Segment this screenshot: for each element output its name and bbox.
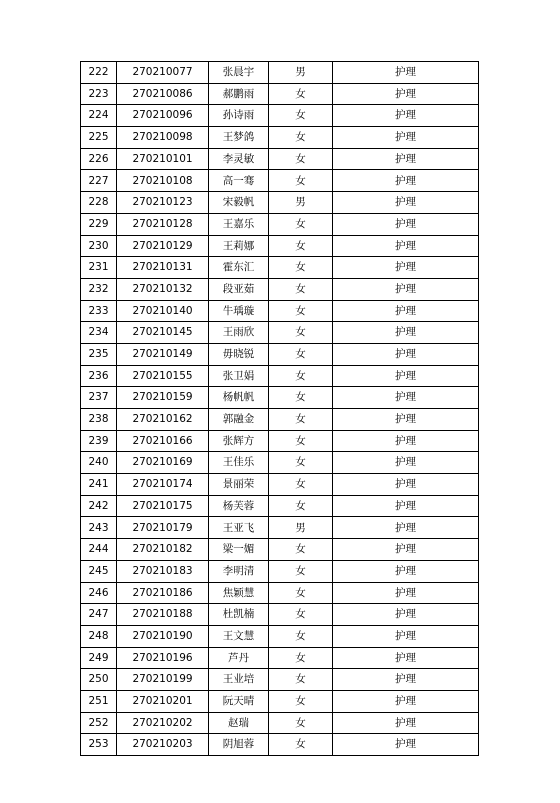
gender-cell: 女 bbox=[269, 322, 333, 344]
major-cell: 护理 bbox=[333, 62, 479, 84]
student-id-cell: 270210201 bbox=[117, 690, 209, 712]
student-name-cell: 牛瑀璇 bbox=[209, 300, 269, 322]
gender-cell: 女 bbox=[269, 452, 333, 474]
major-cell: 护理 bbox=[333, 474, 479, 496]
student-id-cell: 270210183 bbox=[117, 560, 209, 582]
student-name-cell: 赵瑞 bbox=[209, 712, 269, 734]
student-name-cell: 焦颖慧 bbox=[209, 582, 269, 604]
student-id-cell: 270210077 bbox=[117, 62, 209, 84]
student-name-cell: 李明清 bbox=[209, 560, 269, 582]
table-row bbox=[81, 387, 479, 409]
student-id-cell: 270210140 bbox=[117, 300, 209, 322]
student-id-cell: 270210128 bbox=[117, 213, 209, 235]
student-id-cell: 270210179 bbox=[117, 517, 209, 539]
student-id-cell: 270210175 bbox=[117, 495, 209, 517]
row-number-cell: 229 bbox=[81, 213, 117, 235]
student-name-cell: 杨帆帆 bbox=[209, 387, 269, 409]
table-row bbox=[81, 62, 479, 84]
row-number-cell: 249 bbox=[81, 647, 117, 669]
student-name-cell: 王亚飞 bbox=[209, 517, 269, 539]
student-id-cell: 270210169 bbox=[117, 452, 209, 474]
gender-cell: 男 bbox=[269, 62, 333, 84]
student-name-cell: 王嘉乐 bbox=[209, 213, 269, 235]
row-number-cell: 239 bbox=[81, 430, 117, 452]
major-cell: 护理 bbox=[333, 322, 479, 344]
table-row bbox=[81, 148, 479, 170]
student-name-cell: 王梦鸽 bbox=[209, 127, 269, 149]
student-id-cell: 270210145 bbox=[117, 322, 209, 344]
gender-cell: 女 bbox=[269, 127, 333, 149]
table-row bbox=[81, 582, 479, 604]
table-row bbox=[81, 474, 479, 496]
row-number-cell: 224 bbox=[81, 105, 117, 127]
student-id-cell: 270210199 bbox=[117, 669, 209, 691]
student-id-cell: 270210086 bbox=[117, 83, 209, 105]
major-cell: 护理 bbox=[333, 625, 479, 647]
table-row bbox=[81, 343, 479, 365]
student-id-cell: 270210108 bbox=[117, 170, 209, 192]
row-number-cell: 228 bbox=[81, 192, 117, 214]
gender-cell: 女 bbox=[269, 387, 333, 409]
table-row bbox=[81, 105, 479, 127]
major-cell: 护理 bbox=[333, 127, 479, 149]
row-number-cell: 246 bbox=[81, 582, 117, 604]
student-id-cell: 270210196 bbox=[117, 647, 209, 669]
student-name-cell: 王莉娜 bbox=[209, 235, 269, 257]
student-name-cell: 阴旭蓉 bbox=[209, 734, 269, 756]
major-cell: 护理 bbox=[333, 712, 479, 734]
major-cell: 护理 bbox=[333, 192, 479, 214]
student-id-cell: 270210188 bbox=[117, 604, 209, 626]
student-name-cell: 段亚茹 bbox=[209, 278, 269, 300]
gender-cell: 女 bbox=[269, 669, 333, 691]
table-row bbox=[81, 365, 479, 387]
major-cell: 护理 bbox=[333, 517, 479, 539]
major-cell: 护理 bbox=[333, 365, 479, 387]
major-cell: 护理 bbox=[333, 582, 479, 604]
major-cell: 护理 bbox=[333, 560, 479, 582]
student-id-cell: 270210098 bbox=[117, 127, 209, 149]
table-row bbox=[81, 192, 479, 214]
student-id-cell: 270210149 bbox=[117, 343, 209, 365]
student-id-cell: 270210190 bbox=[117, 625, 209, 647]
row-number-cell: 250 bbox=[81, 669, 117, 691]
table-row bbox=[81, 690, 479, 712]
row-number-cell: 241 bbox=[81, 474, 117, 496]
gender-cell: 女 bbox=[269, 83, 333, 105]
major-cell: 护理 bbox=[333, 105, 479, 127]
major-cell: 护理 bbox=[333, 278, 479, 300]
major-cell: 护理 bbox=[333, 257, 479, 279]
student-name-cell: 孙诗雨 bbox=[209, 105, 269, 127]
row-number-cell: 243 bbox=[81, 517, 117, 539]
table-row bbox=[81, 83, 479, 105]
major-cell: 护理 bbox=[333, 343, 479, 365]
student-id-cell: 270210174 bbox=[117, 474, 209, 496]
student-id-cell: 270210203 bbox=[117, 734, 209, 756]
major-cell: 护理 bbox=[333, 213, 479, 235]
gender-cell: 男 bbox=[269, 517, 333, 539]
table-row bbox=[81, 625, 479, 647]
row-number-cell: 236 bbox=[81, 365, 117, 387]
major-cell: 护理 bbox=[333, 647, 479, 669]
gender-cell: 女 bbox=[269, 235, 333, 257]
table-row bbox=[81, 170, 479, 192]
table-row bbox=[81, 647, 479, 669]
table-row bbox=[81, 539, 479, 561]
major-cell: 护理 bbox=[333, 690, 479, 712]
table-row bbox=[81, 604, 479, 626]
row-number-cell: 222 bbox=[81, 62, 117, 84]
gender-cell: 女 bbox=[269, 495, 333, 517]
table-row bbox=[81, 257, 479, 279]
row-number-cell: 234 bbox=[81, 322, 117, 344]
student-id-cell: 270210166 bbox=[117, 430, 209, 452]
gender-cell: 女 bbox=[269, 213, 333, 235]
student-name-cell: 王佳乐 bbox=[209, 452, 269, 474]
major-cell: 护理 bbox=[333, 235, 479, 257]
gender-cell: 女 bbox=[269, 712, 333, 734]
gender-cell: 女 bbox=[269, 560, 333, 582]
row-number-cell: 227 bbox=[81, 170, 117, 192]
row-number-cell: 247 bbox=[81, 604, 117, 626]
major-cell: 护理 bbox=[333, 387, 479, 409]
student-id-cell: 270210162 bbox=[117, 409, 209, 431]
row-number-cell: 235 bbox=[81, 343, 117, 365]
row-number-cell: 238 bbox=[81, 409, 117, 431]
gender-cell: 女 bbox=[269, 474, 333, 496]
student-id-cell: 270210182 bbox=[117, 539, 209, 561]
table-row bbox=[81, 560, 479, 582]
gender-cell: 女 bbox=[269, 539, 333, 561]
row-number-cell: 230 bbox=[81, 235, 117, 257]
student-name-cell: 梁一媚 bbox=[209, 539, 269, 561]
major-cell: 护理 bbox=[333, 604, 479, 626]
student-name-cell: 王业培 bbox=[209, 669, 269, 691]
student-name-cell: 郭融金 bbox=[209, 409, 269, 431]
student-name-cell: 阮天晴 bbox=[209, 690, 269, 712]
table-row bbox=[81, 452, 479, 474]
student-roster-table bbox=[80, 61, 479, 756]
row-number-cell: 245 bbox=[81, 560, 117, 582]
table-row bbox=[81, 322, 479, 344]
major-cell: 护理 bbox=[333, 669, 479, 691]
table-row bbox=[81, 495, 479, 517]
student-id-cell: 270210101 bbox=[117, 148, 209, 170]
student-id-cell: 270210155 bbox=[117, 365, 209, 387]
table-row bbox=[81, 409, 479, 431]
gender-cell: 女 bbox=[269, 409, 333, 431]
student-id-cell: 270210159 bbox=[117, 387, 209, 409]
gender-cell: 女 bbox=[269, 430, 333, 452]
student-id-cell: 270210123 bbox=[117, 192, 209, 214]
table-row bbox=[81, 517, 479, 539]
row-number-cell: 233 bbox=[81, 300, 117, 322]
table-row bbox=[81, 430, 479, 452]
gender-cell: 女 bbox=[269, 365, 333, 387]
student-id-cell: 270210129 bbox=[117, 235, 209, 257]
student-name-cell: 张晨宇 bbox=[209, 62, 269, 84]
row-number-cell: 248 bbox=[81, 625, 117, 647]
gender-cell: 女 bbox=[269, 343, 333, 365]
student-name-cell: 高一骞 bbox=[209, 170, 269, 192]
row-number-cell: 244 bbox=[81, 539, 117, 561]
student-name-cell: 郝鹏雨 bbox=[209, 83, 269, 105]
gender-cell: 男 bbox=[269, 192, 333, 214]
table-row bbox=[81, 127, 479, 149]
gender-cell: 女 bbox=[269, 105, 333, 127]
student-id-cell: 270210096 bbox=[117, 105, 209, 127]
student-id-cell: 270210186 bbox=[117, 582, 209, 604]
gender-cell: 女 bbox=[269, 582, 333, 604]
major-cell: 护理 bbox=[333, 430, 479, 452]
gender-cell: 女 bbox=[269, 257, 333, 279]
table-row bbox=[81, 235, 479, 257]
student-name-cell: 王文慧 bbox=[209, 625, 269, 647]
student-id-cell: 270210132 bbox=[117, 278, 209, 300]
student-name-cell: 王雨欣 bbox=[209, 322, 269, 344]
student-name-cell: 张卫娟 bbox=[209, 365, 269, 387]
major-cell: 护理 bbox=[333, 452, 479, 474]
row-number-cell: 252 bbox=[81, 712, 117, 734]
student-id-cell: 270210131 bbox=[117, 257, 209, 279]
student-name-cell: 毋晓锐 bbox=[209, 343, 269, 365]
row-number-cell: 240 bbox=[81, 452, 117, 474]
gender-cell: 女 bbox=[269, 647, 333, 669]
student-name-cell: 霍东汇 bbox=[209, 257, 269, 279]
gender-cell: 女 bbox=[269, 604, 333, 626]
student-name-cell: 景丽荣 bbox=[209, 474, 269, 496]
student-name-cell: 杜凯楠 bbox=[209, 604, 269, 626]
row-number-cell: 253 bbox=[81, 734, 117, 756]
row-number-cell: 237 bbox=[81, 387, 117, 409]
gender-cell: 女 bbox=[269, 148, 333, 170]
major-cell: 护理 bbox=[333, 495, 479, 517]
row-number-cell: 232 bbox=[81, 278, 117, 300]
table-row bbox=[81, 278, 479, 300]
row-number-cell: 223 bbox=[81, 83, 117, 105]
row-number-cell: 251 bbox=[81, 690, 117, 712]
student-name-cell: 杨芙蓉 bbox=[209, 495, 269, 517]
row-number-cell: 226 bbox=[81, 148, 117, 170]
gender-cell: 女 bbox=[269, 278, 333, 300]
row-number-cell: 242 bbox=[81, 495, 117, 517]
table-row bbox=[81, 213, 479, 235]
major-cell: 护理 bbox=[333, 300, 479, 322]
gender-cell: 女 bbox=[269, 625, 333, 647]
student-id-cell: 270210202 bbox=[117, 712, 209, 734]
table-row bbox=[81, 669, 479, 691]
gender-cell: 女 bbox=[269, 300, 333, 322]
document-page bbox=[80, 61, 478, 756]
gender-cell: 女 bbox=[269, 690, 333, 712]
student-name-cell: 宋毅帆 bbox=[209, 192, 269, 214]
major-cell: 护理 bbox=[333, 83, 479, 105]
major-cell: 护理 bbox=[333, 148, 479, 170]
major-cell: 护理 bbox=[333, 539, 479, 561]
row-number-cell: 231 bbox=[81, 257, 117, 279]
table-row bbox=[81, 712, 479, 734]
student-name-cell: 李灵敏 bbox=[209, 148, 269, 170]
major-cell: 护理 bbox=[333, 734, 479, 756]
student-name-cell: 芦丹 bbox=[209, 647, 269, 669]
major-cell: 护理 bbox=[333, 409, 479, 431]
table-row bbox=[81, 734, 479, 756]
gender-cell: 女 bbox=[269, 734, 333, 756]
row-number-cell: 225 bbox=[81, 127, 117, 149]
major-cell: 护理 bbox=[333, 170, 479, 192]
gender-cell: 女 bbox=[269, 170, 333, 192]
table-row bbox=[81, 300, 479, 322]
roster-body bbox=[81, 62, 479, 756]
student-name-cell: 张辉方 bbox=[209, 430, 269, 452]
